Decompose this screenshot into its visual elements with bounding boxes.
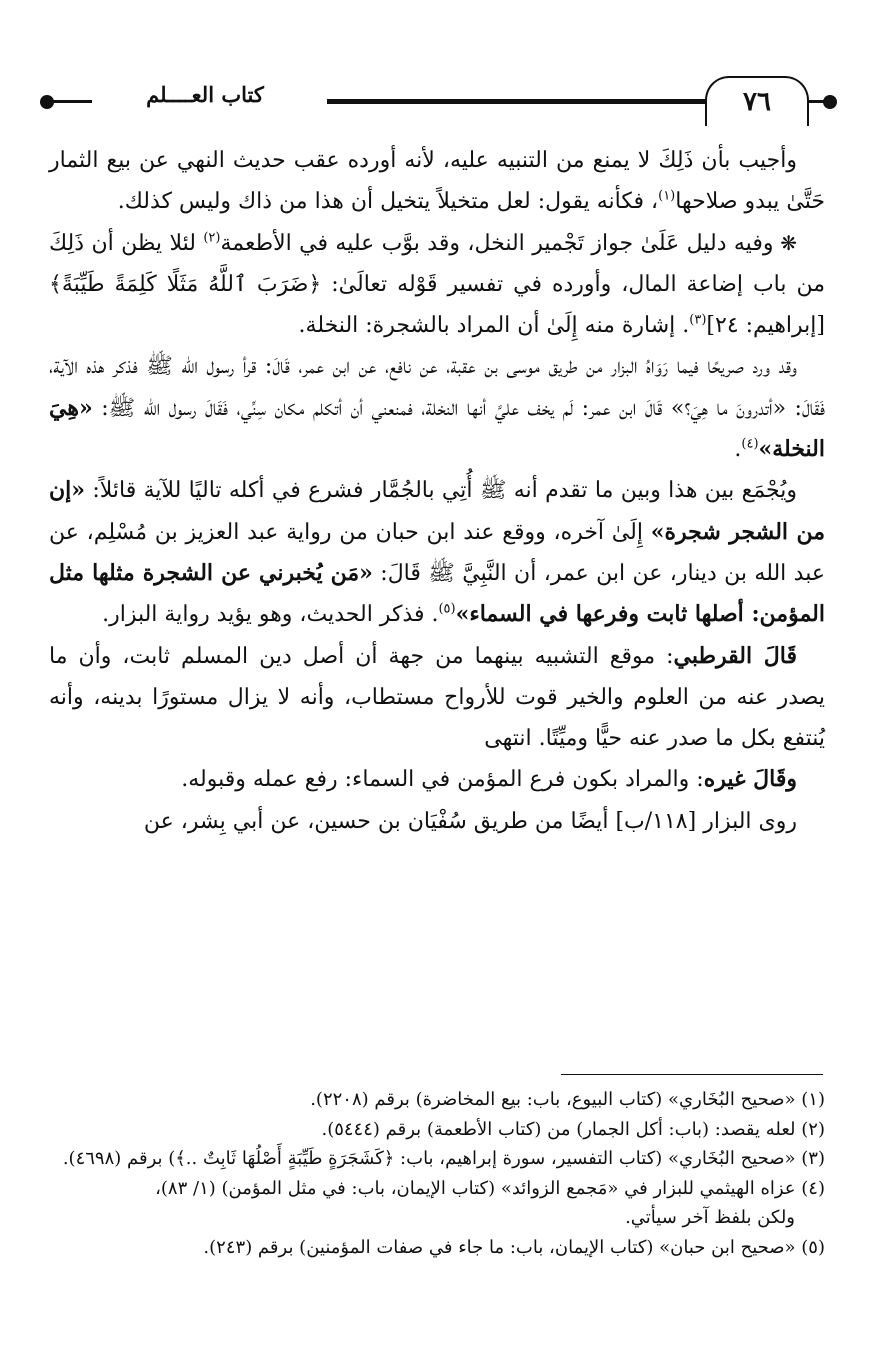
header-dot-left <box>40 95 54 109</box>
text-run: . إشارة منه إِلَىٰ أن المراد بالشجرة: النخلة. <box>298 313 690 339</box>
footnote-ref: (١) <box>658 188 676 204</box>
header-rule <box>327 99 707 104</box>
paragraph <box>49 223 825 347</box>
page-header <box>30 70 845 130</box>
footnote-3: (٣) «صحيح البُخَاري» (كتاب التفسير، سورة إبراهيم، باب: ﴿كَشَجَرَةٍ طَيِّبَةٍ أَصْلُهَا ثَابِتٌ ..﴾) برقم (٤٦٩٨). <box>62 1148 825 1169</box>
header-rule-stub-left <box>52 100 92 103</box>
text-run: . <box>734 437 742 463</box>
text-run: إِلَىٰ آخره، ووقع عند ابن حبان من رواية عبد العزيز بن مُسْلِم، عن عبد الله بن دينار، عن ابن عمر، أن النَّبِيَّ ﷺ قَالَ: <box>49 519 825 586</box>
text-run: روى البزار [١١٨/ب] أيضًا من طريق سُفْيَان بن حسين، عن أبي بِشر، عن <box>143 808 797 834</box>
book-title: كتاب العــــلم <box>146 82 264 107</box>
footnote-1: (١) «صحيح البُخَاري» (كتاب البيوع، باب: بيع المخاضرة) برقم (٢٢٠٨). <box>310 1089 825 1110</box>
footnotes <box>49 1085 825 1262</box>
text-run: وأجيب بأن ذَلِكَ لا يمنع من التنبيه عليه، لأنه أورده عقب حديث النهي عن بيع الثمار حَتَّىٰ يبدو صلاحها <box>49 148 825 215</box>
emphasized-text: «مَن يُخبرني عن الشجرة مثلها مثل المؤمن: أصلها ثابت وفرعها في السماء» <box>49 559 825 628</box>
footnote-ref: (٤) <box>741 436 759 452</box>
footnote-2: (٢) لعله يقصد: (باب: أكل الجمار) من (كتاب الأطعمة) برقم (٥٤٤٤). <box>321 1118 825 1140</box>
footnote-4: (٤) عزاه الهيثمي للبزار في «مَجمع الزوائد» (كتاب الإيمان، باب: في مثل المؤمن) (١/ ٨٣)، <box>155 1177 825 1199</box>
paragraph <box>49 470 825 635</box>
page-number-tab <box>705 76 809 126</box>
paragraph <box>49 759 825 800</box>
text-run: : موقع التشبيه بينهما من جهة أن أصل دين المسلم ثابت، وأن ما يصدر عنه من العلوم والخير قوت للأرواح مستطاب، وأنه لا يزال مستورًا بدينه، وأنه يُنتفع بكل ما صدر عنه حيًّا وميِّتًا. انتهى <box>49 643 825 752</box>
footnote-ref: (٥) <box>438 601 456 617</box>
text-run: وفيه دليل عَلَىٰ جواز تَجْمير النخل، وقد بوَّب عليه في الأطعمة <box>220 230 774 256</box>
text-run: : والمراد بكون فرع المؤمن في السماء: رفع عمله وقبوله. <box>181 767 704 793</box>
text-run: ، فكأنه يقول: لعل متخيلاً يتخيل أن هذا من ذاك وليس كذلك. <box>117 189 659 215</box>
main-text <box>49 140 825 842</box>
asterism-icon: ❋ <box>773 230 797 255</box>
page-number: ٧٦ <box>743 87 771 117</box>
text-run: لئلا يظن أن ذَلِكَ من باب إضاعة المال، وأورده في تفسير قَوْله تعالَىٰ: ﴿ضَرَبَ ٱللَّهُ مَثَلًا كَلِمَةً طَيِّبَةً﴾ [إبراهيم: ٢٤] <box>49 230 825 339</box>
paragraph <box>49 636 825 760</box>
text-run: . فذكر الحديث، وهو يؤيد رواية البزار. <box>102 602 439 628</box>
footnote-ref: (٢) <box>203 230 221 246</box>
footnote-separator <box>561 1074 823 1075</box>
paragraph <box>49 346 825 470</box>
footnote-4-continuation: ولكن بلفظ آخر سيأتي. <box>625 1207 795 1228</box>
emphasized-text: «هِيَ النخلة» <box>49 394 825 463</box>
footnote-ref: (٣) <box>689 312 707 328</box>
header-rule-stub-right <box>807 100 825 103</box>
emphasized-text: «إن من الشجر شجرة» <box>49 477 825 545</box>
emphasized-text: قَالَ القرطبي <box>673 642 797 669</box>
paragraph <box>49 801 825 842</box>
header-dot-right <box>823 95 837 109</box>
footnote-5: (٥) «صحيح ابن حبان» (كتاب الإيمان، باب: ما جاء في صفات المؤمنين) برقم (٢٤٣). <box>203 1236 825 1258</box>
text-run: ويُجْمَع بين هذا وبين ما تقدم أنه ﷺ أُتِي بالجُمَّار فشرع في أكله تاليًا للآية قائلاً: <box>85 478 797 504</box>
paragraph <box>49 140 825 223</box>
emphasized-text: وقَالَ غيره <box>703 766 797 793</box>
text-run: وقد ورد صريحًا فيما رَوَاهُ البزار من طريق موسى بن عقبة، عن نافع، عن ابن عمر، قَالَ: قرأ رسول الله ﷺ فذكر هذه الآية، فَقَالَ: «أتدرونَ ما هِيَ؟» قَالَ ابن عمر: لَم يخف عليَّ أنها النخلة، فمنعني أن أتكلم مكان سِنِّي، فَقَالَ رسول الله ﷺ: <box>49 354 825 421</box>
